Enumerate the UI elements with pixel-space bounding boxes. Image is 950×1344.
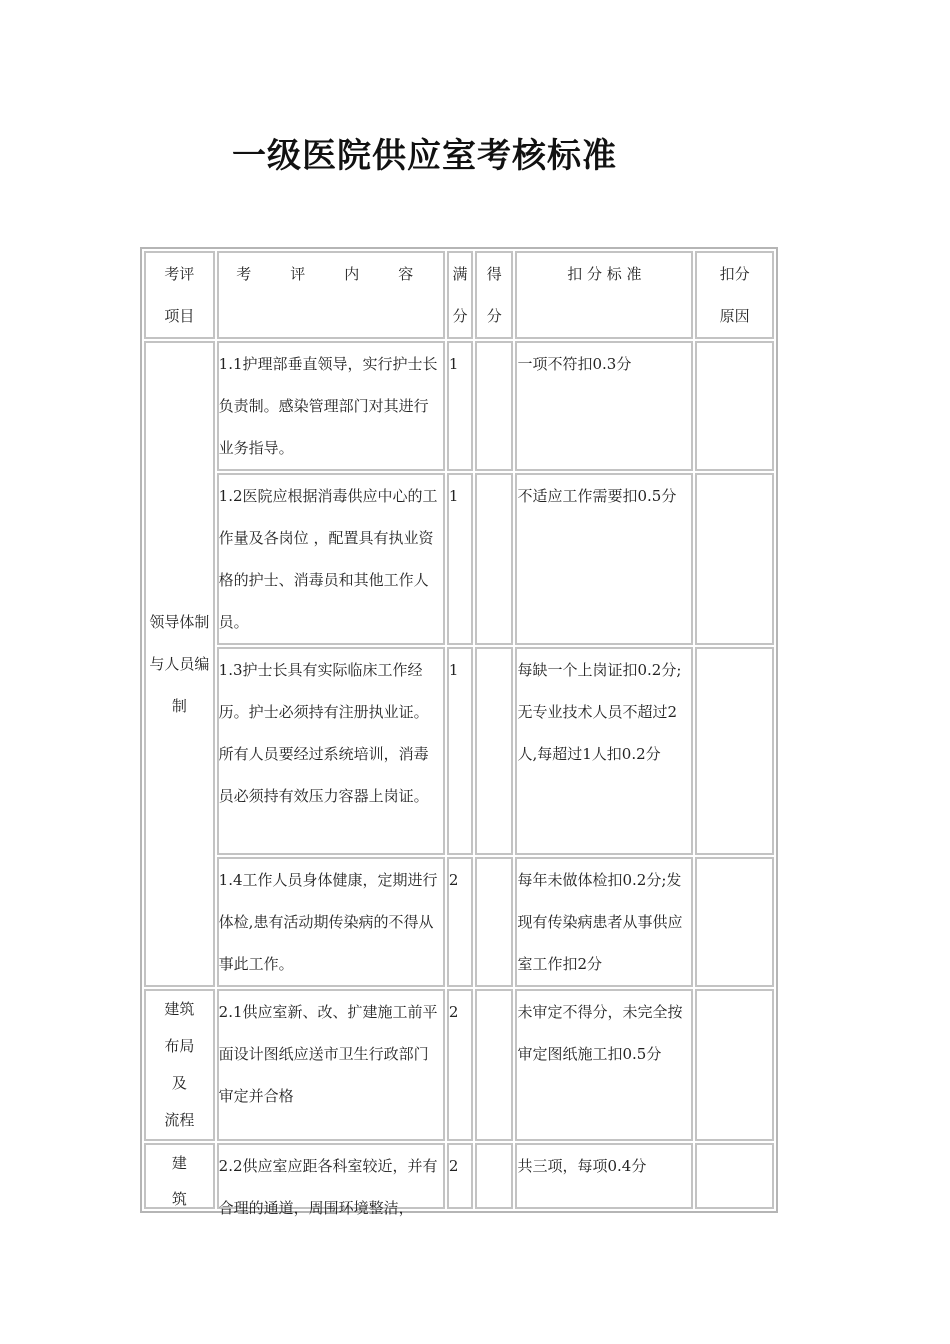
header-full-score: 满 分 [447, 251, 473, 339]
item-full-score: 2 [447, 1143, 473, 1209]
item-deduction-reason [695, 341, 774, 471]
item-score [475, 989, 513, 1141]
header-row [144, 251, 774, 339]
item-score [475, 341, 513, 471]
assessment-table [140, 247, 778, 1217]
item-content: 1.1护理部垂直领导，实行护士长负责制。感染管理部门对其进行业务指导。 [217, 341, 445, 471]
table-row [144, 341, 774, 471]
table-row [144, 857, 774, 987]
item-deduction-reason [695, 473, 774, 645]
page-title: 一级医院供应室考核标准 [232, 136, 617, 176]
item-deduction-standard: 每缺一个上岗证扣0.2分;无专业技术人员不超过2人,每超过1人扣0.2分 [515, 647, 693, 855]
item-deduction-standard: 一项不符扣0.3分 [515, 341, 693, 471]
item-deduction-reason [695, 1143, 774, 1209]
item-deduction-reason [695, 857, 774, 987]
category-cell: 领导体制与人员编制 [144, 341, 215, 987]
item-deduction-reason [695, 647, 774, 855]
item-content: 1.2医院应根据消毒供应中心的工作量及各岗位 ，配置具有执业资格的护士、消毒员和其他工作人员。 [217, 473, 445, 645]
table-row [144, 647, 774, 855]
table-row [144, 473, 774, 645]
table-row [144, 1143, 774, 1209]
header-score: 得 分 [475, 251, 513, 339]
item-full-score: 1 [447, 647, 473, 855]
category-cell: 建筑 布局 及 流程 [144, 989, 215, 1141]
item-full-score: 2 [447, 989, 473, 1141]
header-project: 考评 项目 [144, 251, 215, 339]
item-deduction-standard: 不适应工作需要扣0.5分 [515, 473, 693, 645]
item-score [475, 647, 513, 855]
item-score [475, 1143, 513, 1209]
header-content: 考 评 内 容 [217, 251, 445, 339]
item-score [475, 473, 513, 645]
item-score [475, 857, 513, 987]
item-content: 1.4工作人员身体健康，定期进行体检,患有活动期传染病的不得从事此工作。 [217, 857, 445, 987]
item-content: 2.1供应室新、改、扩建施工前平面设计图纸应送市卫生行政部门审定并合格 [217, 989, 445, 1141]
table-row [144, 989, 774, 1141]
item-full-score: 1 [447, 341, 473, 471]
header-deduction-standard: 扣 分 标 准 [515, 251, 693, 339]
item-deduction-standard: 未审定不得分，未完全按审定图纸施工扣0.5分 [515, 989, 693, 1141]
item-full-score: 1 [447, 473, 473, 645]
item-content: 1.3护士长具有实际临床工作经历。护士必须持有注册执业证。所有人员要经过系统培训，消毒员必须持有效压力容器上岗证。 [217, 647, 445, 855]
item-full-score: 2 [447, 857, 473, 987]
header-deduction-reason: 扣分 原因 [695, 251, 774, 339]
item-deduction-standard: 共三项，每项0.4分 [515, 1143, 693, 1209]
item-deduction-standard: 每年未做体检扣0.2分;发现有传染病患者从事供应室工作扣2分 [515, 857, 693, 987]
item-content: 2.2供应室应距各科室较近，并有合理的通道，周围环境整洁， [217, 1143, 445, 1209]
category-cell: 建 筑 [144, 1143, 215, 1209]
item-deduction-reason [695, 989, 774, 1141]
